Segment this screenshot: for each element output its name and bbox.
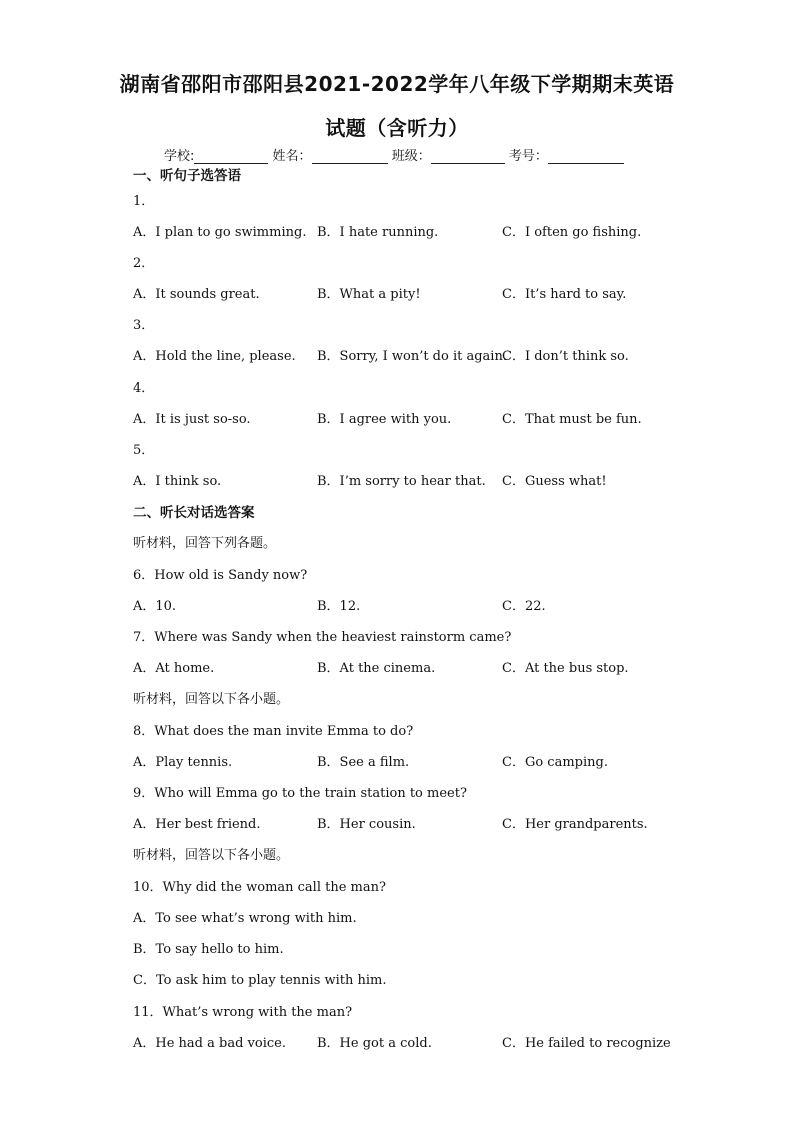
question-2-option-c[interactable]: C．It’s hard to say. bbox=[502, 287, 627, 302]
exam-title-line-2: 试题（含听力） bbox=[325, 116, 469, 140]
question-2-stem: 2． bbox=[133, 256, 155, 271]
question-10-option-b[interactable]: B．To say hello to him. bbox=[133, 942, 284, 957]
instruction-3: 听材料，回答以下各小题。 bbox=[133, 848, 290, 863]
question-1-option-c[interactable]: C．I often go fishing. bbox=[502, 225, 642, 240]
question-5-option-b[interactable]: B．I’m sorry to hear that. bbox=[317, 474, 486, 489]
section-heading-1: 一、听句子选答语 bbox=[133, 168, 241, 184]
question-8-option-c[interactable]: C．Go camping. bbox=[502, 755, 608, 770]
question-6-option-b[interactable]: B．12. bbox=[317, 599, 361, 614]
question-5-option-a[interactable]: A．I think so. bbox=[133, 474, 222, 489]
question-7-option-b[interactable]: B．At the cinema. bbox=[317, 661, 436, 676]
question-9-option-c[interactable]: C．Her grandparents. bbox=[502, 817, 648, 832]
question-1-option-a[interactable]: A．I plan to go swimming. bbox=[133, 225, 307, 240]
number-blank[interactable] bbox=[548, 149, 624, 164]
question-11-option-a[interactable]: A．He had a bad voice. bbox=[133, 1036, 286, 1051]
question-7-stem: 7．Where was Sandy when the heaviest rainstorm came? bbox=[133, 630, 512, 645]
question-8-option-a[interactable]: A．Play tennis. bbox=[133, 755, 233, 770]
question-7-option-c[interactable]: C．At the bus stop. bbox=[502, 661, 629, 676]
number-label: 考号： bbox=[508, 149, 548, 164]
question-2-option-a[interactable]: A．It sounds great. bbox=[133, 287, 260, 302]
question-6-stem: 6．How old is Sandy now? bbox=[133, 568, 308, 583]
school-label: 学校: bbox=[164, 149, 195, 164]
name-blank[interactable] bbox=[312, 149, 388, 164]
question-4-option-a[interactable]: A．It is just so-so. bbox=[133, 412, 251, 427]
question-10-stem: 10．Why did the woman call the man? bbox=[133, 880, 386, 895]
question-3-option-b[interactable]: B．Sorry, I won’t do it again. bbox=[317, 349, 507, 364]
question-4-option-c[interactable]: C．That must be fun. bbox=[502, 412, 642, 427]
question-11-stem: 11．What’s wrong with the man? bbox=[133, 1005, 353, 1020]
question-4-stem: 4． bbox=[133, 381, 155, 396]
question-6-option-c[interactable]: C．22. bbox=[502, 599, 546, 614]
class-label: 班级： bbox=[391, 149, 431, 164]
question-11-option-c[interactable]: C．He failed to recognize bbox=[502, 1036, 671, 1051]
question-3-stem: 3． bbox=[133, 318, 155, 333]
name-label: 姓名： bbox=[272, 149, 312, 164]
question-7-option-a[interactable]: A．At home. bbox=[133, 661, 215, 676]
question-10-option-a[interactable]: A．To see what’s wrong with him. bbox=[133, 911, 357, 926]
exam-title-line-1: 湖南省邵阳市邵阳县2021-2022学年八年级下学期期末英语 bbox=[119, 72, 675, 96]
instruction-1: 听材料，回答下列各题。 bbox=[133, 536, 277, 551]
question-11-option-b[interactable]: B．He got a cold. bbox=[317, 1036, 432, 1051]
question-6-option-a[interactable]: A．10. bbox=[133, 599, 177, 614]
question-9-option-a[interactable]: A．Her best friend. bbox=[133, 817, 261, 832]
question-2-option-b[interactable]: B．What a pity! bbox=[317, 287, 421, 302]
section-heading-2: 二、听长对话选答案 bbox=[133, 505, 255, 521]
school-blank[interactable] bbox=[194, 149, 268, 164]
question-8-stem: 8．What does the man invite Emma to do? bbox=[133, 724, 414, 739]
student-info-line bbox=[164, 145, 624, 164]
question-3-option-a[interactable]: A．Hold the line, please. bbox=[133, 349, 296, 364]
question-5-option-c[interactable]: C．Guess what! bbox=[502, 474, 607, 489]
question-10-option-c[interactable]: C．To ask him to play tennis with him. bbox=[133, 973, 387, 988]
question-1-option-b[interactable]: B．I hate running. bbox=[317, 225, 439, 240]
question-9-stem: 9．Who will Emma go to the train station to meet? bbox=[133, 786, 467, 801]
question-1-stem: 1． bbox=[133, 194, 155, 209]
instruction-2: 听材料，回答以下各小题。 bbox=[133, 692, 290, 707]
question-9-option-b[interactable]: B．Her cousin. bbox=[317, 817, 416, 832]
question-3-option-c[interactable]: C．I don’t think so. bbox=[502, 349, 629, 364]
question-5-stem: 5． bbox=[133, 443, 155, 458]
question-8-option-b[interactable]: B．See a film. bbox=[317, 755, 410, 770]
question-4-option-b[interactable]: B．I agree with you. bbox=[317, 412, 452, 427]
class-blank[interactable] bbox=[431, 149, 505, 164]
